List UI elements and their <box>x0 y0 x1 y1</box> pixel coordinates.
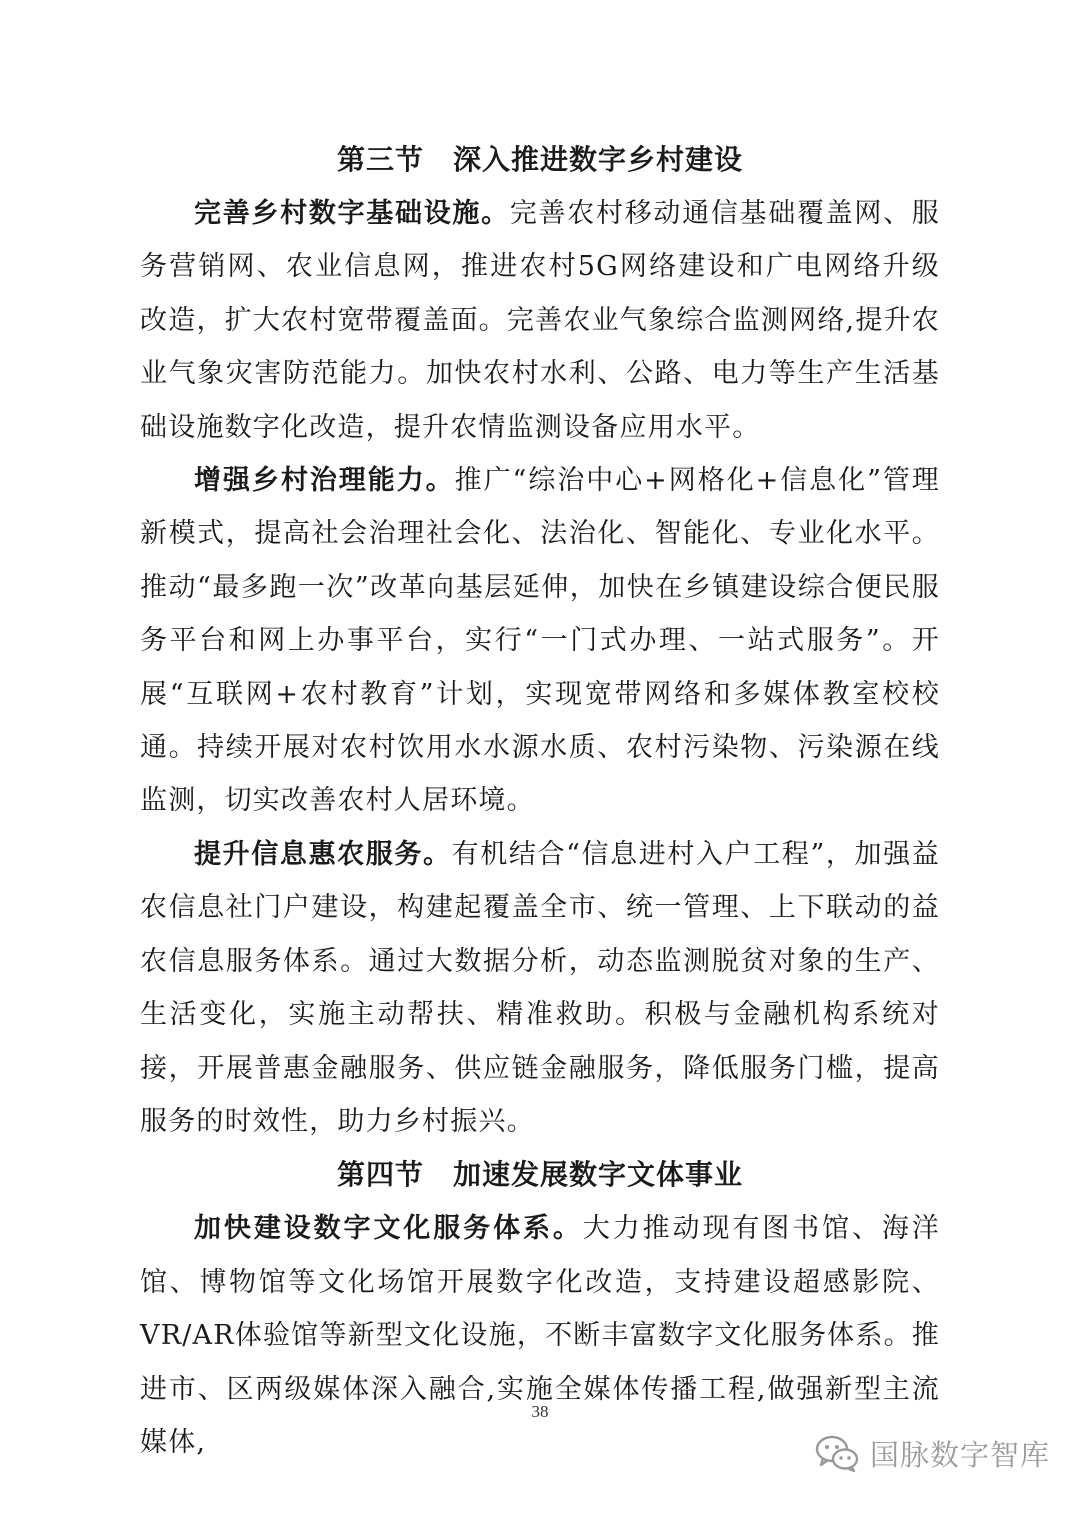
paragraph <box>140 187 940 454</box>
watermark <box>814 1428 1050 1478</box>
watermark-text: 国脉数字智库 <box>869 1437 1050 1472</box>
section-title: 第四节 加速发展数字文体事业 <box>336 1158 743 1192</box>
page-number: 38 <box>531 1402 549 1421</box>
paragraph-body: 有机结合“信息进村入户工程”，加强益农信息社门户建设，构建起覆盖全市、统一管理、上下联动的益农信息服务体系。通过大数据分析，动态监测脱贫对象的生产、生活变化，实施主动帮扶、精准救助。积极与金融机构系统对接，开展普惠金融服务、供应链金融服务，降低服务门槛，提高服务的时效性，助力乡村振兴。 <box>140 838 940 1137</box>
wechat-icon <box>814 1433 860 1473</box>
paragraph <box>140 828 940 1148</box>
paragraph-body: 大力推动现有图书馆、海洋馆、博物馆等文化场馆开展数字化改造，支持建设超感影院、VR/AR体验馆等新型文化设施，不断丰富数字文化服务体系。推进市、区两级媒体深入融合,实施全媒体传播工程,做强新型主流媒体, <box>140 1213 940 1458</box>
page-body <box>140 133 940 1469</box>
paragraph-lead: 加快建设数字文化服务体系。 <box>194 1213 583 1245</box>
paragraph-body: 推广“综治中心+网格化+信息化”管理新模式，提高社会治理社会化、法治化、智能化、专业化水平。推动“最多跑一次”改革向基层延伸，加快在乡镇建设综合便民服务平台和网上办事平台，实行“一门式办理、一站式服务”。开展“互联网+农村教育”计划，实现宽带网络和多媒体教室校校通。持续开展对农村饮用水水源水质、农村污染物、污染源在线监测，切实改善农村人居环境。 <box>140 465 940 817</box>
paragraph-body: 完善农村移动通信基础覆盖网、服务营销网、农业信息网，推进农村5G网络建设和广电网络升级改造，扩大农村宽带覆盖面。完善农业气象综合监测网络,提升农业气象灾害防范能力。加快农村水利、公路、电力等生产生活基础设施数字化改造，提升农情监测设备应用水平。 <box>140 198 941 443</box>
paragraph-lead: 提升信息惠农服务。 <box>194 838 452 870</box>
section-title: 第三节 深入推进数字乡村建设 <box>336 143 743 176</box>
paragraph-lead: 完善乡村数字基础设施。 <box>194 198 510 229</box>
paragraph <box>140 454 940 828</box>
paragraph-lead: 增强乡村治理能力。 <box>194 465 455 497</box>
